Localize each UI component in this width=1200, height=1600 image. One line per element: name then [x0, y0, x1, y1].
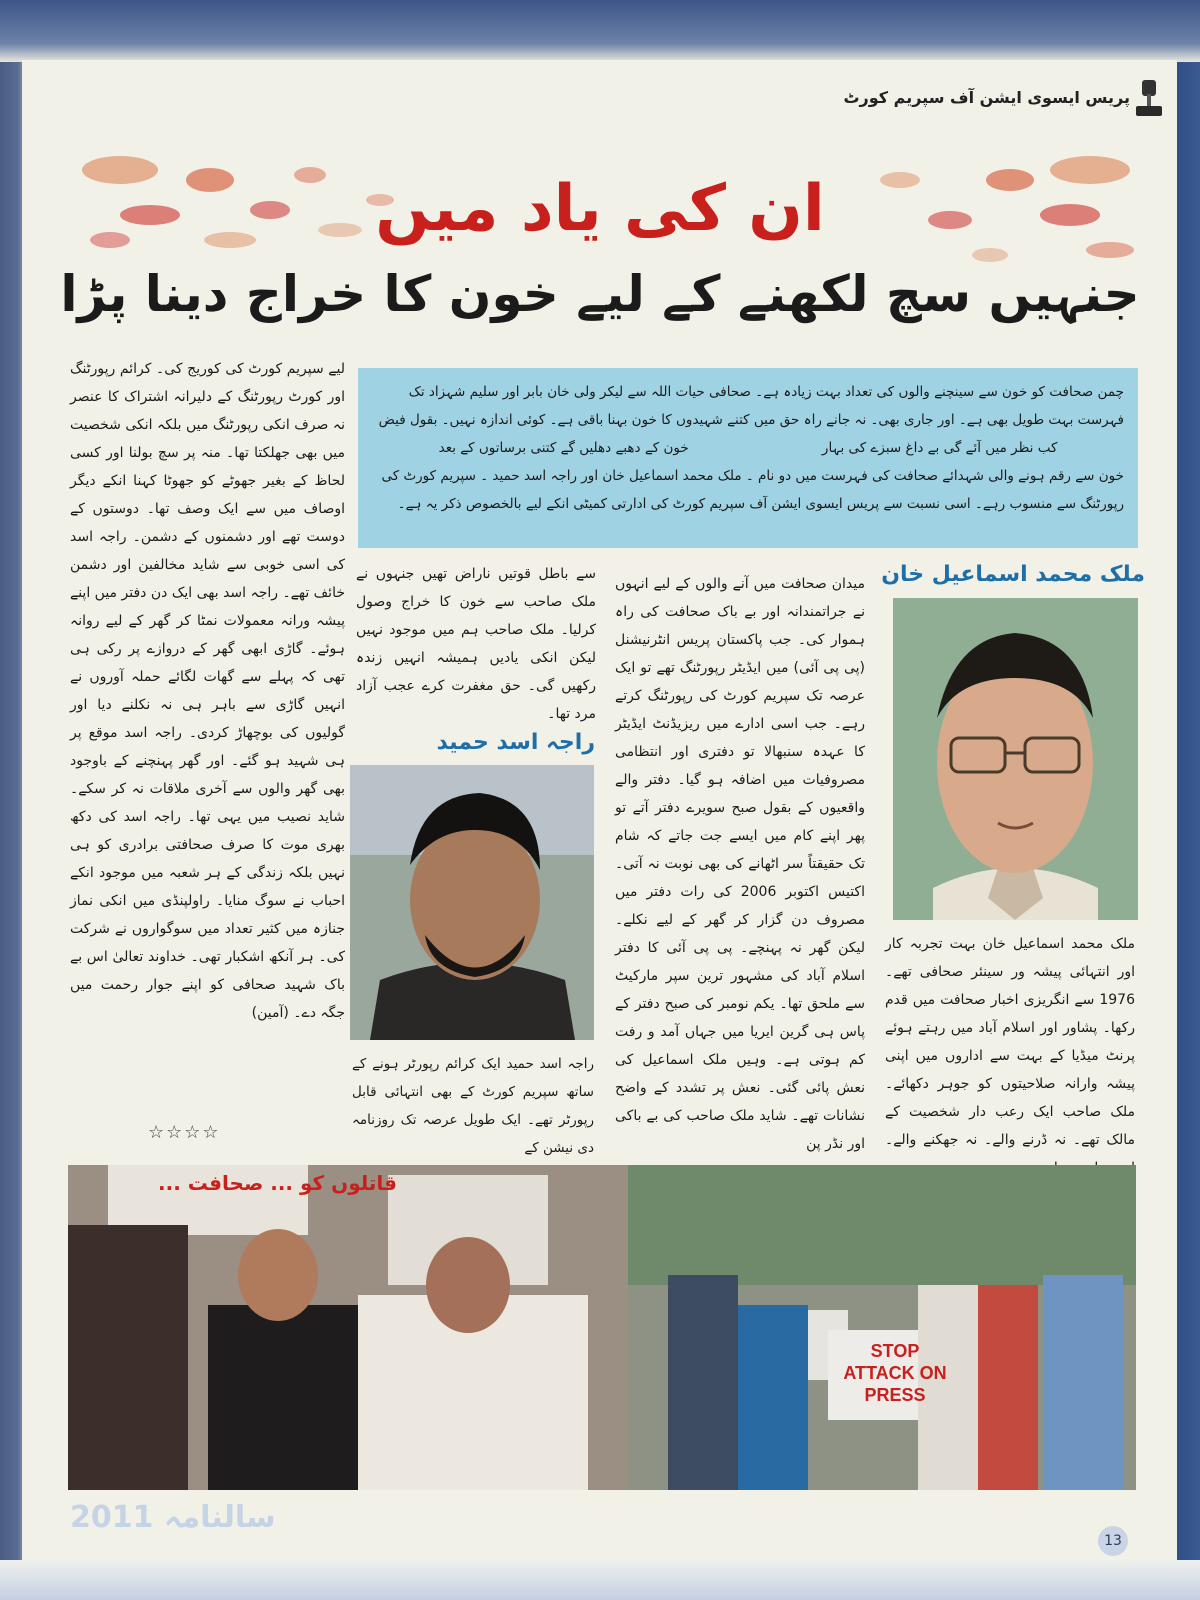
protest-banner-text: قاتلوں کو ... صحافت ... [158, 1171, 398, 1195]
ismail-khan-article-body: میدان صحافت میں آنے والوں کے لیے انہوں نے جراتمندانہ اور بے باک صحافت کی راہ ہموار کی۔ جب پاکستان پریس انٹرنیشنل (پی پی آئی) میں ایڈیٹر رپورٹنگ تھے تو ایک عرصہ تک سپریم کورٹ کی رپورٹنگ کرتے رہے۔ جب اسی ادارے میں ریزیڈنٹ ایڈیٹر کا عہدہ سنبھالا تو دفتری اور انتظامی مصروفیات میں اضافہ ہو گیا۔ دفتر والے واقعیوں کے بقول صبح سویرے دفتر آتے تو پھر اپنے کام میں ایسے جت جاتے کہ شام تک حقیقتاً سر اٹھانے کی بھی نوبت نہ آتی۔ اکتیس اکتوبر 2006 کی رات دفتر میں مصروف دن گزار کر گھر کے لیے نکلے۔ لیکن گھر نہ پہنچے۔ پی پی آئی کا دفتر اسلام آباد کی مشہور ترین سپر مارکیٹ سے ملحق تھا۔ یکم نومبر کی صبح دفتر کے پاس ہی گرین ایریا میں جہاں آمد و رفت کم ہوتی ہے۔ وہیں ملک اسماعیل کی نعش پائی گئی۔ نعش پر تشدد کے واضح نشانات تھے۔ شاید ملک صاحب کی بے باکی اور نڈر پن [615, 576, 865, 1152]
verse-line-a: کب نظر میں آئے گی بے داغ سبزے کی بہار [821, 440, 1058, 456]
intro-box [358, 368, 1138, 548]
headline: ان کی یاد میں [375, 172, 825, 246]
separator-stars: ☆☆☆☆ [148, 1122, 221, 1143]
top-edge [0, 0, 1200, 62]
verse-line-b: خون کے دھبے دھلیں گے کتنی برساتوں کے بعد [438, 440, 689, 456]
poetry-verse [372, 434, 1124, 462]
protest-sign-text: STOP ATTACK ON PRESS [843, 1341, 947, 1405]
protest-photo [68, 1165, 1136, 1490]
subheadline: جنہیں سچ لکھنے کے لیے خون کا خراج دینا پڑا [60, 265, 1140, 323]
portrait-photo-ismail-khan [893, 598, 1138, 920]
raja-asad-article-column: لیے سپریم کورٹ کی کوریج کی۔ کرائم رپورٹنگ اور کورٹ رپورٹنگ کے دلیرانہ اشتراک کا عنصر نہ صرف انکی رپورٹنگ میں بلکہ انکی شخصیت میں بھی جھلکتا تھا۔ منہ پر سچ بولنا اور کسی لحاظ کے بغیر جھوٹے کو جھوٹا کہنا انکے دیگر اوصاف میں سے ایک وصف تھا۔ دوستوں کے دوست تھے اور دشمنوں کے دشمن۔ راجہ اسد کی اسی خوبی سے شاید مخالفین اور دشمن خائف تھے۔ راجہ اسد بھی ایک دن دفتر میں اپنے پیشہ ورانہ معمولات نمٹا کر گھر کے لیے روانہ ہوئے۔ گاڑی ابھی گھر کے دروازے پر رکی ہی تھی کہ پہلے سے گھات لگائے حملہ آوروں نے انہیں گاڑی سے باہر ہی نہ نکلنے دیا اور گولیوں کی بوچھاڑ کردی۔ راجہ اسد موقع پر ہی شہید ہو گئے۔ اور گھر پہنچنے کے باوجود بھی گھر والوں سے آخری ملاقات نہ کر سکے۔ شاید نصیب میں یہی تھا۔ راجہ اسد کی دکھ بھری موت کا صرف صحافتی برادری کو ہی نہیں بلکہ زندگی کے ہر شعبہ میں موجود انکے احباب نے سوگ منایا۔ راولپنڈی میں انکی نماز جنازہ میں کثیر تعداد میں سوگواروں نے شرکت کی۔ ہر آنکھ اشکبار تھی۔ خداوند تعالیٰ اس بے باک شہید صحافی کو اپنے جوار رحمت میں جگہ دے۔ (آمین) [70, 361, 345, 1021]
profile-name-ismail-khan: ملک محمد اسماعیل خان [881, 562, 1145, 587]
intro-text-1: چمن صحافت کو خون سے سینچنے والوں کی تعداد بہت زیادہ ہے۔ صحافی حیات اللہ سے لیکر ولی خان بابر اور سلیم شہزاد تک فہرست بہت طویل بھی ہے۔ اور جاری بھی۔ نہ جانے راہ حق میں کتنے شہیدوں کا خون بہنا باقی ہے۔ کوئی اندازہ نہیں۔ بقول فیض [378, 384, 1124, 428]
profile-name-raja-asad: راجہ اسد حمید [436, 730, 595, 755]
gavel-icon [1134, 78, 1164, 118]
ismail-khan-article-continued: سے باطل قوتیں ناراض تھیں جنہوں نے ملک صاحب سے خون کا خراج وصول کرلیا۔ ملک صاحب ہم میں موجود نہیں لیکن انکی یادیں ہمیشہ انہیں زندہ رکھیں گی۔ حق مغفرت کرے عجب آزاد مرد تھا۔ [356, 566, 596, 722]
intro-text-2: خون سے رقم ہونے والی شہدائے صحافت کی فہرست میں دو نام ۔ ملک محمد اسماعیل خان اور راجہ اسد حمید ۔ سپریم کورٹ کی رپورٹنگ سے منسوب رہے۔ اسی نسبت سے پریس ایسوی ایشن آف سپریم کورٹ کی ادارتی کمیٹی انکے لیے بالخصوص ذکر یہ ہے۔ [381, 468, 1124, 512]
annual-issue-label: سالنامہ 2011 [70, 1500, 276, 1535]
raja-asad-caption: راجہ اسد حمید ایک کرائم رپورٹر ہونے کے ساتھ سپریم کورٹ کے بھی انتہائی قابل رپورٹر تھے۔ ایک طویل عرصہ تک روزنامہ دی نیشن کے [352, 1056, 594, 1156]
section-label: پریس ایسوی ایشن آف سپریم کورٹ [843, 88, 1130, 107]
portrait-photo-raja-asad [350, 765, 594, 1040]
page-number: 13 [1098, 1526, 1128, 1556]
footer-band [0, 1560, 1200, 1600]
ismail-khan-caption: ملک محمد اسماعیل خان بہت تجربہ کار اور انتہائی پیشہ ور سینئر صحافی تھے۔ 1976 سے انگریزی اخبار صحافت میں قدم رکھا۔ پشاور اور اسلام آباد میں رہتے ہوئے پرنٹ میڈیا کے بہت سے اداروں میں اپنی پیشہ وارانہ صلاحیتوں کو جوہر دکھائے۔ ملک صاحب ایک رعب دار شخصیت کے مالک تھے۔ نہ ڈرنے والے۔ نہ جھکنے والے۔ [885, 936, 1135, 1148]
